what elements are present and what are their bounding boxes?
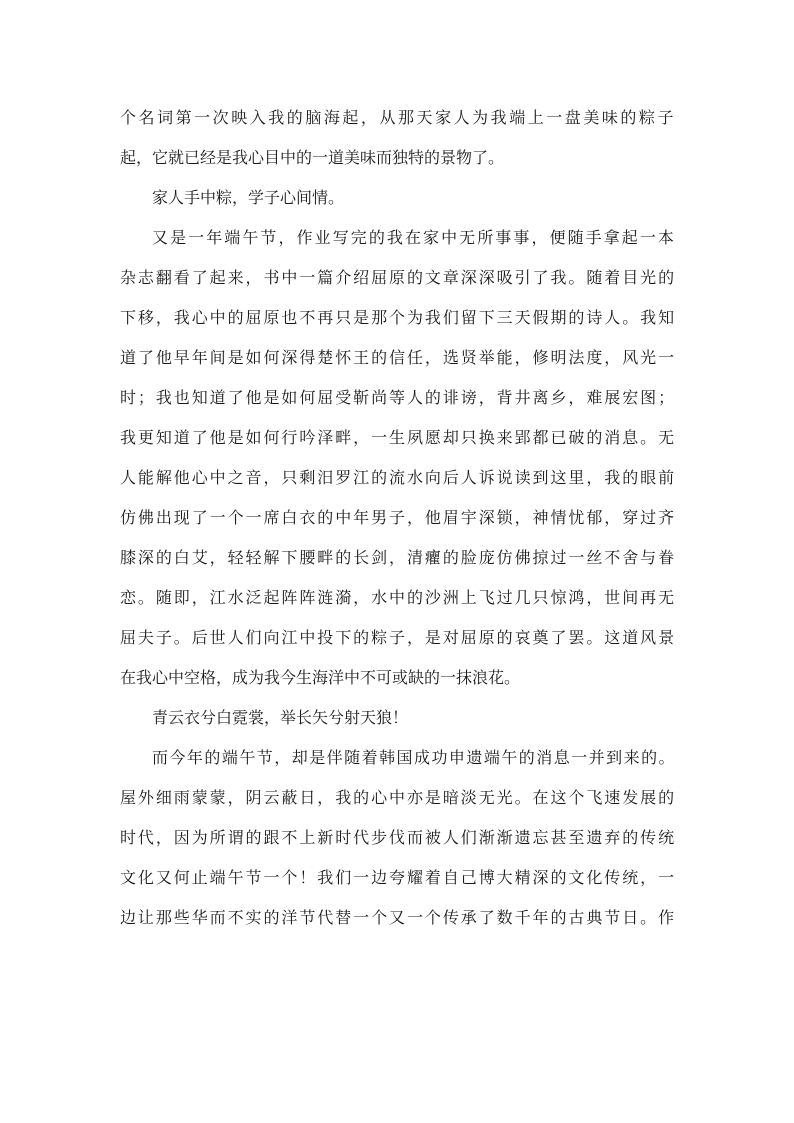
- text-line: 个名词第一次映入我的脑海起，从那天家人为我端上一盘美味的粽子: [120, 108, 676, 127]
- paragraph: [120, 698, 676, 738]
- text-line: 人能解他心中之音，只剩汨罗江的流水向后人诉说读到这里，我的眼前: [120, 468, 676, 487]
- paragraph: [120, 98, 676, 178]
- document-body: [120, 98, 676, 938]
- text-line: 仿佛出现了一个一席白衣的中年男子，他眉宇深锁，神情忧郁，穿过齐: [120, 508, 676, 527]
- text-line: 边让那些华而不实的洋节代替一个又一个传承了数千年的古典节日。作: [120, 908, 676, 927]
- paragraph: [120, 178, 676, 218]
- text-line: 又是一年端午节，作业写完的我在家中无所事事，便随手拿起一本: [152, 228, 676, 247]
- text-line: 时代，因为所谓的跟不上新时代步伐而被人们渐渐遗忘甚至遗弃的传统: [120, 828, 676, 847]
- text-line: 家人手中粽，学子心间情。: [152, 188, 345, 207]
- text-line: 而今年的端午节，却是伴随着韩国成功申遗端午的消息一并到来的。: [152, 748, 676, 767]
- text-line: 恋。随即，江水泛起阵阵涟漪，水中的沙洲上飞过几只惊鸿，世间再无: [120, 588, 676, 607]
- paragraph: [120, 218, 676, 698]
- text-line: 在我心中空格，成为我今生海洋中不可或缺的一抹浪花。: [120, 668, 521, 687]
- text-line: 我更知道了他是如何行吟泽畔，一生夙愿却只换来郢都已破的消息。无: [120, 428, 676, 447]
- text-line: 起，它就已经是我心目中的一道美味而独特的景物了。: [120, 148, 505, 167]
- text-line: 膝深的白艾，轻轻解下腰畔的长剑，清癯的脸庞仿佛掠过一丝不舍与眷: [120, 548, 676, 567]
- text-line: 下移，我心中的屈原也不再只是那个为我们留下三天假期的诗人。我知: [120, 308, 676, 327]
- text-line: 青云衣兮白霓裳，举长矢兮射天狼！: [152, 708, 409, 727]
- text-line: 屋外细雨蒙蒙，阴云蔽日，我的心中亦是暗淡无光。在这个飞速发展的: [120, 788, 676, 807]
- text-line: 屈夫子。后世人们向江中投下的粽子，是对屈原的哀奠了罢。这道风景: [120, 628, 676, 647]
- text-line: 时；我也知道了他是如何屈受靳尚等人的诽谤，背井离乡，难展宏图；: [120, 388, 676, 407]
- text-line: 杂志翻看了起来，书中一篇介绍屈原的文章深深吸引了我。随着目光的: [120, 268, 676, 287]
- paragraph: [120, 738, 676, 938]
- text-line: 文化又何止端午节一个！我们一边夸耀着自己博大精深的文化传统，一: [120, 868, 676, 887]
- text-line: 道了他早年间是如何深得楚怀王的信任，选贤举能，修明法度，风光一: [120, 348, 676, 367]
